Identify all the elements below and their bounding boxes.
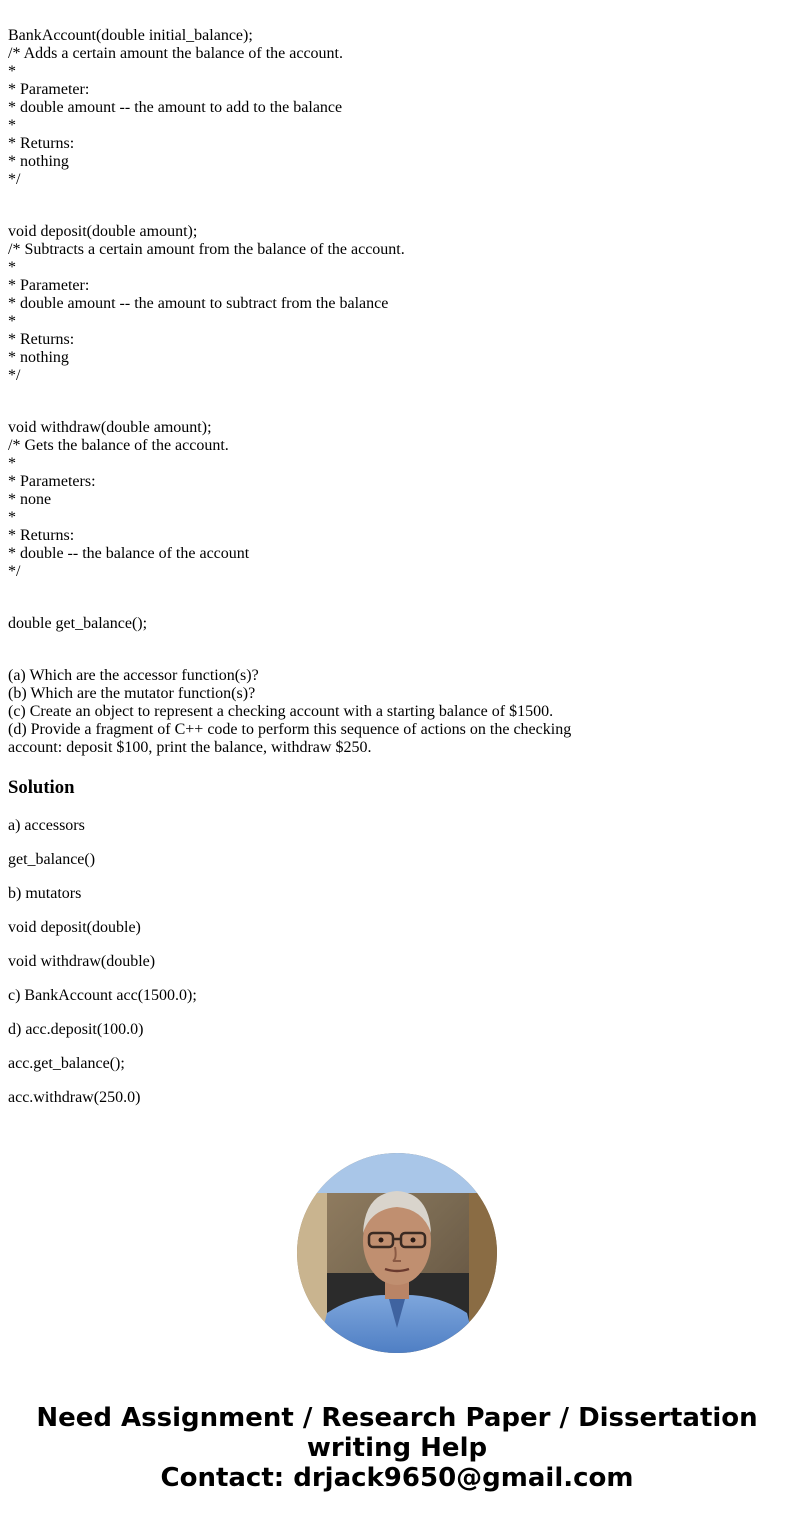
comment-line: /* Adds a certain amount the balance of the account.	[8, 45, 343, 62]
spacer	[8, 385, 788, 419]
comment-line: * nothing	[8, 349, 69, 366]
task-line: (b) Which are the mutator function(s)?	[8, 685, 256, 702]
spacer	[8, 189, 788, 223]
banner-line: writing Help	[306, 1433, 488, 1463]
comment-line: *	[8, 259, 16, 276]
comment-line: *	[8, 313, 16, 330]
question-text	[8, 27, 788, 757]
solution-line: acc.get_balance();	[8, 1055, 125, 1072]
task-line: (c) Create an object to represent a checking account with a starting balance of $1500.	[8, 703, 554, 720]
solution-line: c) BankAccount acc(1500.0);	[8, 987, 197, 1004]
comment-line: * Parameters:	[8, 473, 96, 490]
solution-line: d) acc.deposit(100.0)	[8, 1021, 144, 1038]
comment-line: */	[8, 563, 21, 580]
solution-line: a) accessors	[8, 817, 85, 834]
comment-line: * nothing	[8, 153, 69, 170]
task-line: (a) Which are the accessor function(s)?	[8, 667, 259, 684]
comment-line: * Parameter:	[8, 277, 90, 294]
contact-email: Contact: drjack9650@gmail.com	[160, 1463, 634, 1493]
task-line: (d) Provide a fragment of C++ code to perform this sequence of actions on the checking	[8, 721, 572, 738]
comment-line: *	[8, 117, 16, 134]
code-line: BankAccount(double initial_balance);	[8, 27, 253, 44]
comment-line: *	[8, 509, 16, 526]
comment-line: * double amount -- the amount to add to the balance	[8, 99, 343, 116]
code-line: void withdraw(double amount);	[8, 419, 212, 436]
solution-heading: Solution	[8, 777, 75, 798]
contact-banner	[0, 1403, 794, 1493]
author-photo-icon	[297, 1153, 497, 1353]
comment-line: * double amount -- the amount to subtract from the balance	[8, 295, 389, 312]
comment-line: */	[8, 171, 21, 188]
comment-line: *	[8, 63, 16, 80]
comment-line: /* Gets the balance of the account.	[8, 437, 229, 454]
comment-line: * Returns:	[8, 527, 75, 544]
comment-line: * Returns:	[8, 135, 75, 152]
code-line: double get_balance();	[8, 615, 148, 632]
comment-line: /* Subtracts a certain amount from the balance of the account.	[8, 241, 405, 258]
code-line: void deposit(double amount);	[8, 223, 198, 240]
spacer	[8, 581, 788, 615]
solution-line: void withdraw(double)	[8, 953, 156, 970]
comment-line: * Parameter:	[8, 81, 90, 98]
comment-line: * none	[8, 491, 52, 508]
solution-line: get_balance()	[8, 851, 96, 868]
banner-line: Need Assignment / Research Paper / Dissertation	[36, 1403, 758, 1433]
comment-line: * Returns:	[8, 331, 75, 348]
comment-line: */	[8, 367, 21, 384]
solution-line: acc.withdraw(250.0)	[8, 1089, 141, 1106]
comment-line: *	[8, 455, 16, 472]
spacer	[8, 633, 788, 667]
solution-line: void deposit(double)	[8, 919, 141, 936]
comment-line: * double -- the balance of the account	[8, 545, 250, 562]
author-avatar	[297, 1153, 497, 1353]
solution-line: b) mutators	[8, 885, 82, 902]
task-line: account: deposit $100, print the balance, withdraw $250.	[8, 739, 372, 756]
